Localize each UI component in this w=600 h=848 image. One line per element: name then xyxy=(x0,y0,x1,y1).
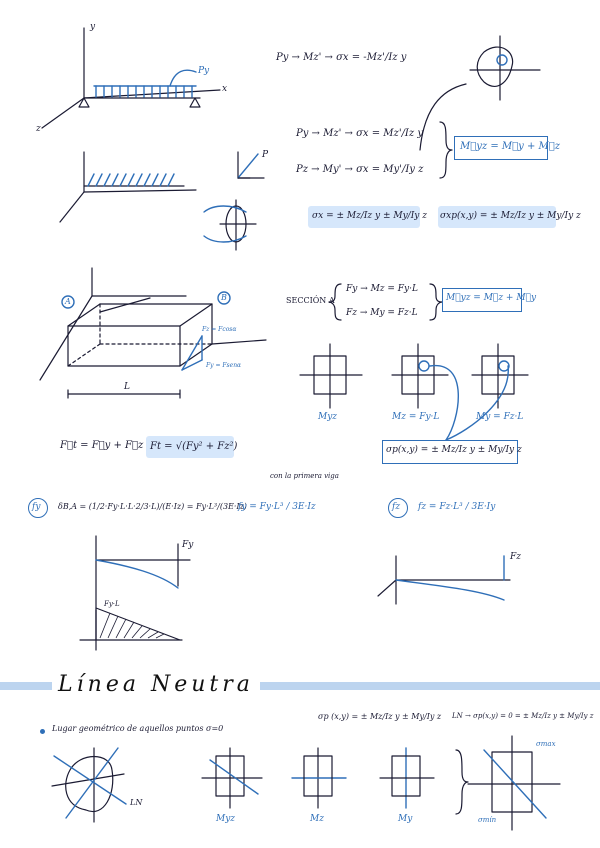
fz-circle-label: fz xyxy=(392,502,401,512)
bottom-label-myz: Myz xyxy=(216,814,236,824)
fy-equation-right: fy = Fy·L³ / 3E·Iz xyxy=(238,502,316,512)
deflection-note: con la primera viga xyxy=(270,472,339,480)
deflection-fy-diagram xyxy=(80,536,190,650)
force-magnitude: Ft = √(Fy² + Fz²) xyxy=(150,441,238,452)
equation-3: Pz → My' → σx = My'/Iy z xyxy=(296,164,424,175)
section-square-1 xyxy=(300,344,362,408)
force-sum: F⃗t = F⃗y + F⃗z xyxy=(60,440,144,451)
fz-equation: fz = Fz·L³ / 3E·Iy xyxy=(418,502,496,512)
label-A: A xyxy=(65,297,71,306)
equation-2: Py → Mz' → σx = Mz'/Iz y xyxy=(296,128,423,139)
label-py: Py xyxy=(198,66,210,76)
beam-3d-distributed-load xyxy=(42,28,220,128)
equation-1: Py → Mz' → σx = -Mz'/Iz y xyxy=(276,52,407,63)
section-square-3 xyxy=(472,344,528,408)
label-p: P xyxy=(262,150,269,160)
force-decomposition xyxy=(238,152,264,178)
label-fy: Fy xyxy=(182,540,194,550)
section-square-2 xyxy=(392,344,448,408)
section-stress xyxy=(204,200,256,250)
section-boxed-text: M⃗yz = M⃗z + M⃗y xyxy=(446,293,537,303)
label-fz-tip: Fz = Fcosα xyxy=(202,326,237,333)
axis-z-1: z xyxy=(36,124,41,134)
sigma-min-label: σmín xyxy=(478,816,497,824)
bullet xyxy=(40,729,45,734)
prism-3d xyxy=(40,268,266,398)
sigma-max-label: σmax xyxy=(536,740,556,748)
neutral-section-irregular xyxy=(52,748,126,822)
mz-label: Mz = Fy·L xyxy=(392,412,440,422)
section-eq-1: Fy → Mz = Fy·L xyxy=(346,284,418,294)
label-B: B xyxy=(221,293,227,302)
label-fz: Fz xyxy=(510,552,521,562)
section-top-right xyxy=(470,36,540,100)
neutral-rect-my xyxy=(380,748,434,808)
label-L: L xyxy=(124,382,130,392)
beam-3d-inclined-load xyxy=(60,152,196,222)
neutral-eq-2: LN → σp(x,y) = 0 = ± Mz/Iz y ± My/Iy z xyxy=(452,712,594,720)
bottom-label-my: My xyxy=(398,814,413,824)
fy-circle-label: fy xyxy=(32,502,41,512)
label-fy-tip: Fy = Fsenα xyxy=(206,362,242,369)
boxed-equation-vec-text: M⃗yz = M⃗y + M⃗z xyxy=(460,141,561,152)
section-eq-2: Fz → My = Fz·L xyxy=(346,308,418,318)
deflection-fz-diagram xyxy=(378,556,510,604)
neutral-definition: Lugar geométrico de aquellos puntos σ=0 xyxy=(52,724,224,733)
axis-y-1: y xyxy=(90,22,96,32)
axis-x-1: x xyxy=(222,84,228,94)
fy-equation-left: δB,A = (1/2·Fy·L·L·2/3·L)/(E·Iz) = Fy·L³/(3E·Iz) xyxy=(58,502,247,511)
label-ln: LN xyxy=(130,798,143,807)
load-diagram-label: Fy·L xyxy=(104,600,120,608)
neutral-rect-myz xyxy=(202,748,262,808)
equation-sigma: σx = ± Mz/Iz y ± My/Iy z xyxy=(312,211,427,221)
my-label: My = Fz·L xyxy=(476,412,524,422)
neutral-rect-mz xyxy=(292,748,346,808)
neutral-line-title: Línea Neutra xyxy=(52,672,260,697)
neutral-eq-1: σp (x,y) = ± Mz/Iz y ± My/Iy z xyxy=(318,712,442,721)
equation-sigma-xp: σxp(x,y) = ± Mz/Iz y ± My/Iy z xyxy=(440,211,581,221)
bottom-label-mz: Mz xyxy=(310,814,324,824)
section-label: SECCIÓN A xyxy=(286,296,335,305)
sigma-p-text: σp(x,y) = ± Mz/Iz y ± My/Iy z xyxy=(386,445,522,455)
myz-label: Myz xyxy=(318,412,338,422)
